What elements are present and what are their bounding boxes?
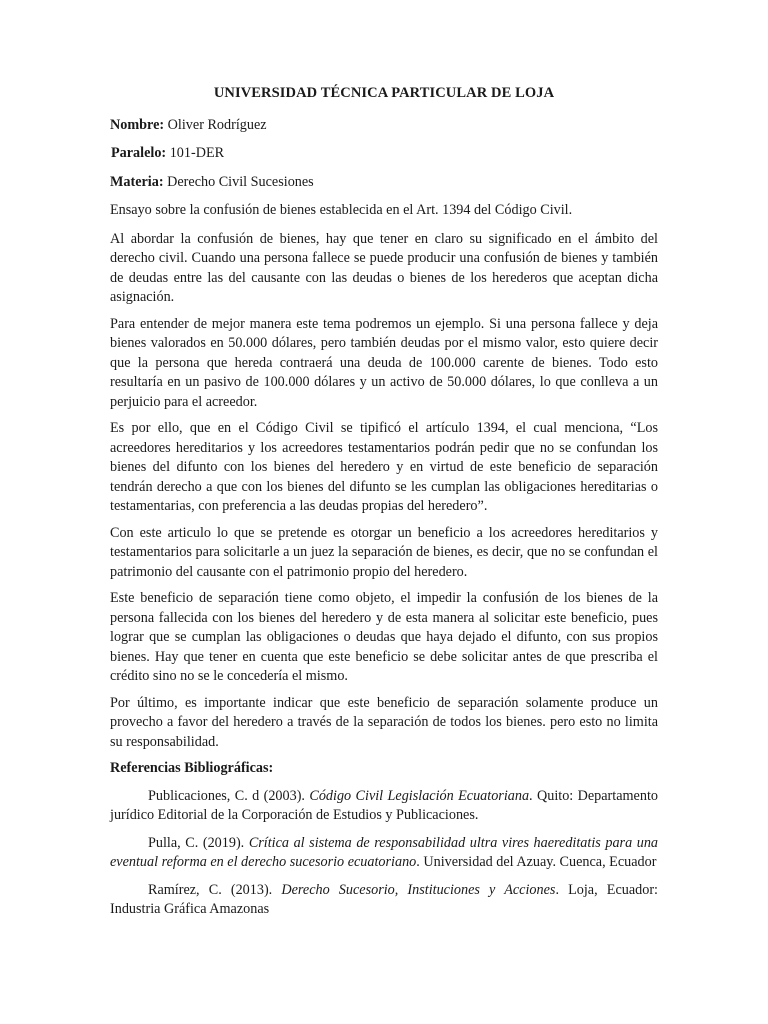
- reference-3: [110, 881, 658, 920]
- reference-2: [110, 834, 658, 873]
- field-paralelo: [111, 144, 658, 164]
- field-name-value: Oliver Rodríguez: [164, 116, 267, 133]
- field-name: [110, 116, 658, 136]
- paragraph-1: Al abordar la confusión de bienes, hay que tener en claro su significado en el ámbito del derecho civil. Cuando una persona fallece se puede producir una confusión de bienes y también de deudas entre las del causante con las deudas o bienes de los herederos que aceptan dicha asignación.: [110, 230, 658, 305]
- references-heading: Referencias Bibliográficas:: [110, 760, 274, 776]
- paragraph-4: Con este articulo lo que se pretende es otorgar un beneficio a los acreedores hereditarios y testamentarios para solicitarle a un juez la separación de bienes, es decir, que no se confundan el patrimonio del causante con el patrimonio propio del heredero.: [110, 524, 658, 580]
- paragraph-6: Por último, es importante indicar que este beneficio de separación solamente produce un provecho a favor del heredero a través de la separación de todos los bienes. pero esto no limita su responsabilidad.: [110, 694, 658, 750]
- reference-1-publisher: . Quito: Departamento jurídico Editorial de la Corporación de Estudios y Publicaciones.: [110, 787, 658, 823]
- reference-2-author: Pulla, C. (2019).: [148, 834, 249, 851]
- field-materia: [110, 173, 658, 193]
- field-paralelo-value: 101-DER: [166, 145, 225, 161]
- field-name-label: Nombre:: [110, 116, 165, 133]
- paragraph-5: Este beneficio de separación tiene como objeto, el impedir la confusión de los bienes de la persona fallecida con los bienes del heredero y de esta manera al solicitar este beneficio, pues lograr que se cumplan las obligaciones o deudas que haya dejado el difunto, con sus propios bienes. Hay que tener en cuenta que este beneficio se debe solicitar antes de que prescriba el crédito sino no se le concedería el mismo.: [110, 590, 658, 684]
- reference-1: [110, 787, 658, 826]
- reference-3-title: Derecho Sucesorio, Instituciones y Acciones: [281, 881, 556, 898]
- reference-1-author: Publicaciones, C. d (2003).: [148, 787, 310, 804]
- field-materia-value: Derecho Civil Sucesiones: [163, 173, 314, 190]
- field-paralelo-label: Paralelo:: [111, 145, 167, 161]
- field-materia-label: Materia:: [110, 173, 164, 190]
- document-title: UNIVERSIDAD TÉCNICA PARTICULAR DE LOJA: [213, 85, 555, 101]
- paragraph-2: Para entender de mejor manera este tema podremos un ejemplo. Si una persona fallece y deja bienes valorados en 50.000 dólares, pero también deudas por el mismo valor, esto quiere decir que la persona que hereda contraerá una deuda de 100.000 carente de bienes. Todo esto resultaría en un pasivo de 100.000 dólares y un activo de 50.000 dólares, lo que conlleva a un perjuicio para el acreedor.: [110, 315, 658, 410]
- reference-3-publisher: . Loja, Ecuador: Industria Gráfica Amazonas: [110, 881, 658, 917]
- paragraph-3: Es por ello, que en el Código Civil se tipificó el artículo 1394, el cual menciona, “Los acreedores hereditarios y los acreedores testamentarios podrán pedir que no se confundan los bienes del difunto con los bienes del heredero y en virtud de este beneficio de separación tendrán derecho a que con los bienes del difunto se les cumplan las obligaciones hereditarias o testamentarias, con preferencia a las deudas propias del heredero”.: [110, 420, 658, 514]
- document-page: [110, 84, 658, 928]
- reference-2-publisher: . Universidad del Azuay. Cuenca, Ecuador: [416, 854, 657, 870]
- reference-3-author: Ramírez, C. (2013).: [148, 881, 282, 898]
- reference-1-title: Código Civil Legislación Ecuatoriana: [309, 787, 530, 804]
- reference-2-title: Crítica al sistema de responsabilidad ultra vires haereditatis para una eventual reforma en el derecho sucesorio ecuatoriano: [110, 834, 659, 870]
- essay-subject: Ensayo sobre la confusión de bienes establecida en el Art. 1394 del Código Civil.: [110, 202, 573, 218]
